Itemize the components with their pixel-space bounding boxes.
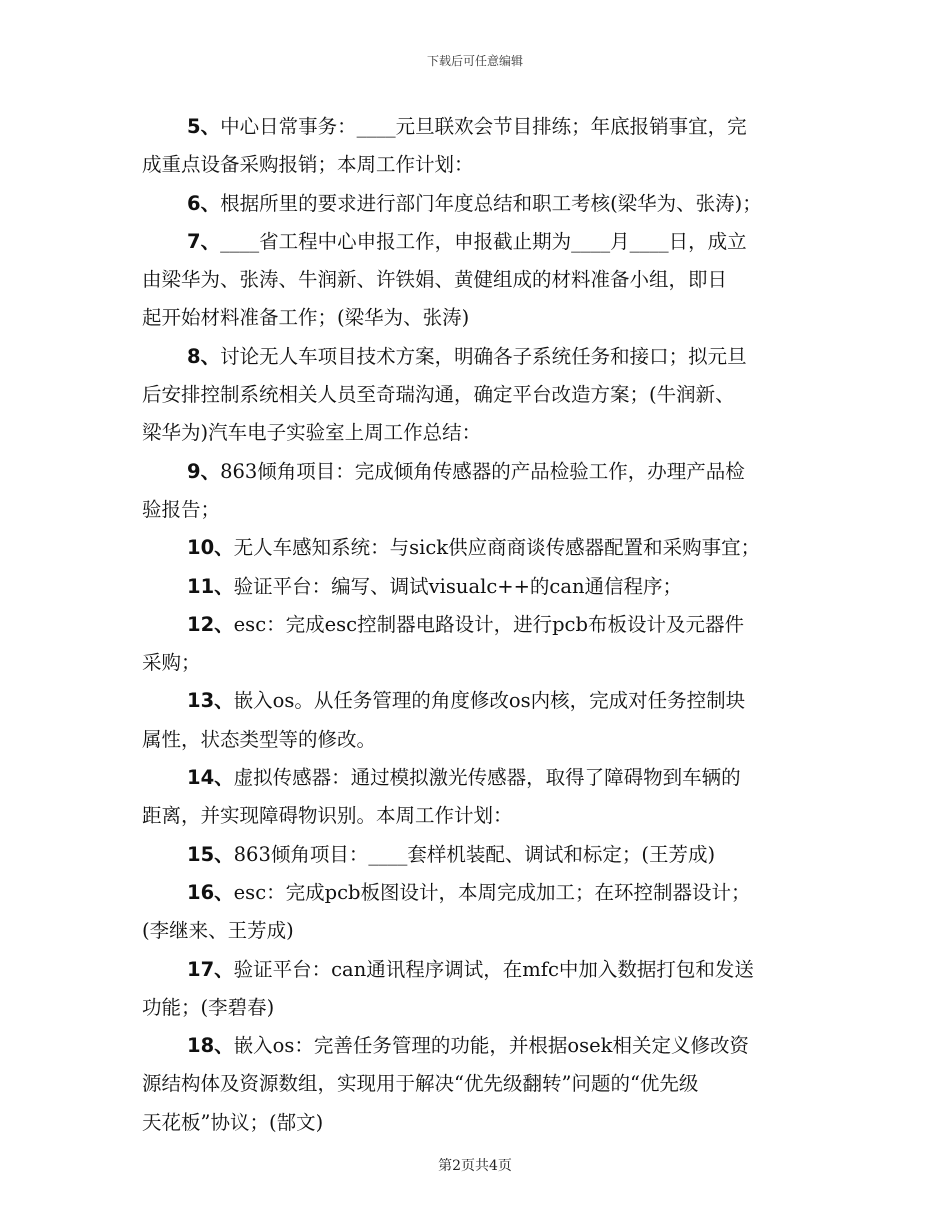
item-number: 6、 (187, 191, 221, 215)
line-text: 验证平台：编写、调试visualc++的can通信程序； (233, 574, 683, 598)
page-footer: 第2页共4页 (438, 1158, 512, 1174)
line-text: esc：完成esc控制器电路设计，进行pcb布板设计及元器件 (233, 612, 744, 636)
line-text: 虚拟传感器：通过模拟激光传感器，取得了障碍物到车辆的 (233, 766, 741, 790)
numbered-paragraph (142, 568, 832, 606)
item-number: 8、 (187, 344, 221, 368)
item-number: 9、 (187, 459, 221, 483)
line-text: 863倾角项目：完成倾角传感器的产品检验工作，办理产品检 (220, 459, 745, 483)
paragraph-line (142, 797, 832, 835)
numbered-paragraph (142, 338, 832, 453)
paragraph-line (142, 146, 832, 184)
line-text: 无人车感知系统：与sick供应商商谈传感器配置和采购事宜； (233, 536, 761, 560)
line-text: 验证平台：can通讯程序调试，在mfc中加入数据打包和发送 (233, 957, 754, 981)
numbered-paragraph (142, 185, 832, 223)
paragraph-line (142, 682, 832, 720)
line-text: 起开始材料准备工作；(梁华为、张涛) (142, 306, 470, 330)
line-text: 863倾角项目：____套样机装配、调试和标定；(王芳成) (233, 842, 716, 866)
paragraph-line (142, 453, 832, 491)
paragraph-line (142, 491, 832, 529)
paragraph-line (142, 338, 832, 376)
line-text: ____省工程中心申报工作，申报截止期为____月____日，成立 (220, 229, 747, 253)
paragraph-line (142, 185, 832, 223)
line-text: 讨论无人车项目技术方案，明确各子系统任务和接口；拟元旦 (220, 344, 747, 368)
item-number: 10、 (187, 536, 234, 560)
item-number: 17、 (187, 957, 234, 981)
line-text: 中心日常事务：____元旦联欢会节目排练；年底报销事宜，完 (220, 115, 747, 138)
paragraph-line (142, 836, 832, 874)
item-number: 15、 (187, 842, 234, 866)
paragraph-line (142, 1027, 832, 1065)
numbered-paragraph (142, 453, 832, 530)
numbered-paragraph (142, 606, 832, 683)
line-text: 梁华为)汽车电子实验室上周工作总结： (142, 421, 482, 445)
numbered-paragraph (142, 682, 832, 759)
paragraph-line (142, 951, 832, 989)
paragraph-line (142, 989, 832, 1027)
paragraph-line (142, 1065, 832, 1103)
numbered-paragraph (142, 1027, 832, 1142)
line-text: 采购； (142, 651, 201, 675)
paragraph-line (142, 568, 832, 606)
line-text: 功能；(李碧春) (142, 995, 275, 1019)
numbered-paragraph (142, 223, 832, 338)
line-text: 嵌入os：完善任务管理的功能，并根据osek相关定义修改资 (233, 1034, 749, 1058)
paragraph-line (142, 1104, 832, 1142)
paragraph-line (142, 223, 832, 261)
paragraph-line (142, 721, 832, 759)
document-body (142, 108, 832, 1142)
line-text: 后安排控制系统相关人员至奇瑞沟通，确定平台改造方案；(牛润新、 (142, 383, 735, 407)
numbered-paragraph (142, 108, 832, 185)
line-text: (李继来、王芳成) (142, 919, 294, 943)
line-text: 源结构体及资源数组，实现用于解决“优先级翻转”问题的“优先级 (142, 1072, 699, 1096)
numbered-paragraph (142, 529, 832, 567)
item-number: 5、 (187, 115, 221, 138)
item-number: 18、 (187, 1034, 234, 1058)
paragraph-line (142, 376, 832, 414)
item-number: 13、 (187, 689, 234, 713)
paragraph-line (142, 414, 832, 452)
paragraph-line (142, 108, 832, 146)
page-header: 下载后可任意编辑 (426, 54, 523, 68)
numbered-paragraph (142, 836, 832, 874)
item-number: 7、 (187, 229, 221, 253)
paragraph-line (142, 261, 832, 299)
item-number: 14、 (187, 766, 234, 790)
line-text: 天花板”协议；(郜文) (142, 1110, 324, 1134)
item-number: 12、 (187, 612, 234, 636)
line-text: 由梁华为、张涛、牛润新、许铁娟、黄健组成的材料准备小组，即日 (142, 268, 728, 292)
paragraph-line (142, 874, 832, 912)
line-text: 嵌入os。从任务管理的角度修改os内核，完成对任务控制块 (233, 689, 746, 713)
item-number: 11、 (187, 574, 234, 598)
numbered-paragraph (142, 759, 832, 836)
line-text: 根据所里的要求进行部门年度总结和职工考核(梁华为、张涛)； (220, 191, 762, 215)
paragraph-line (142, 529, 832, 567)
line-text: 验报告； (142, 497, 221, 521)
paragraph-line (142, 912, 832, 950)
line-text: 距离，并实现障碍物识别。本周工作计划： (142, 804, 513, 828)
paragraph-line (142, 759, 832, 797)
item-number: 16、 (187, 880, 234, 904)
line-text: esc：完成pcb板图设计，本周完成加工；在环控制器设计； (233, 880, 751, 904)
line-text: 属性，状态类型等的修改。 (142, 727, 377, 751)
paragraph-line (142, 606, 832, 644)
numbered-paragraph (142, 874, 832, 951)
paragraph-line (142, 644, 832, 682)
line-text: 成重点设备采购报销；本周工作计划： (142, 153, 474, 177)
numbered-paragraph (142, 951, 832, 1028)
paragraph-line (142, 299, 832, 337)
